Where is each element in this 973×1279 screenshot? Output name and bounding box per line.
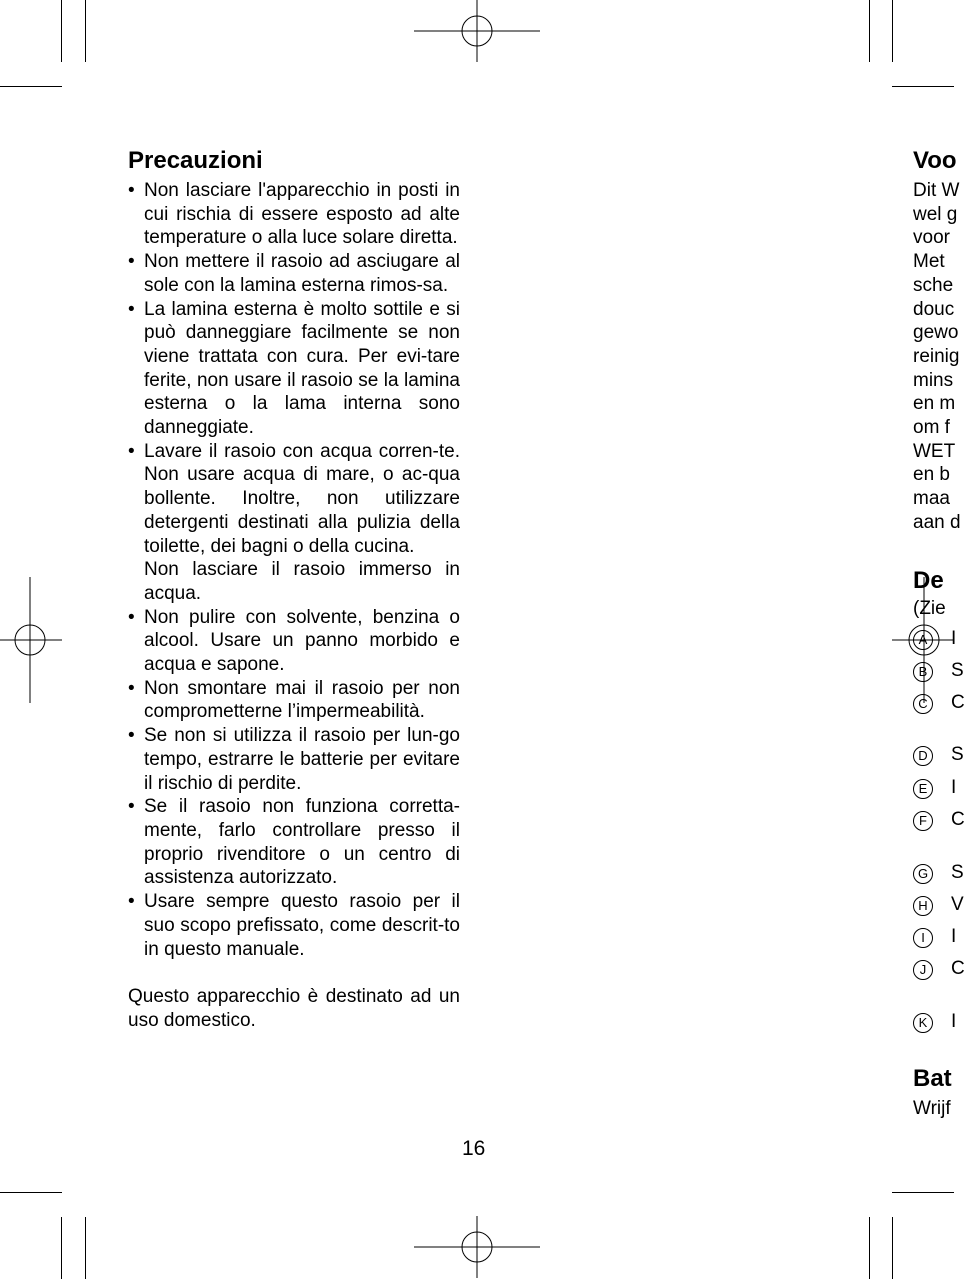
list-item-text: Non mettere il rasoio ad asciugare al sole con la lamina esterna rimos-sa. — [144, 251, 460, 296]
bullet-point: • — [128, 440, 135, 462]
legend-item — [913, 660, 964, 681]
list-item — [128, 890, 460, 961]
crop-mark — [61, 0, 62, 62]
text-line: maa — [913, 488, 950, 510]
page-number: 16 — [462, 1137, 486, 1160]
legend-letter-circle: G — [913, 864, 933, 884]
list-item-extra-text: Non lasciare il rasoio immerso in acqua. — [144, 559, 460, 604]
list-item-text: Non smontare mai il rasoio per non comprometterne l’impermeabilità. — [144, 677, 460, 723]
text-line: gewo — [913, 322, 959, 344]
text-line: voor — [913, 227, 950, 249]
reference-note: (Zie — [913, 598, 946, 619]
bullet-point: • — [128, 725, 135, 747]
legend-letter-circle: I — [913, 928, 933, 948]
crop-mark — [0, 1192, 62, 1193]
crop-mark — [892, 0, 893, 62]
battery-text: Wrijf — [913, 1098, 951, 1119]
crop-mark — [85, 1217, 86, 1279]
legend-item-text: I — [951, 926, 957, 947]
legend-item — [913, 926, 957, 947]
section-heading-de: De — [913, 567, 944, 594]
text-line: mins — [913, 369, 954, 391]
text-line: en b — [913, 464, 950, 486]
crop-mark — [892, 1192, 954, 1193]
text-line: om f — [913, 417, 950, 439]
bullet-point: • — [128, 606, 135, 628]
list-item — [128, 179, 460, 250]
bullet-point: • — [128, 251, 135, 273]
section-heading-precauzioni: Precauzioni — [128, 147, 263, 174]
crop-mark — [892, 1217, 893, 1279]
list-item-text: Usare sempre questo rasoio per il suo scopo prefissato, come descrit-to in questo manuale. — [144, 891, 460, 960]
legend-letter-circle: A — [913, 630, 933, 650]
list-item-text: La lamina esterna è molto sottile e si può danneggiare facilmente se non viene trattata con cura. Per evi-tare ferite, non usare il rasoio se la lamina esterna o la lama interna sono danneggiate. — [144, 298, 460, 439]
text-line: Met — [913, 251, 945, 273]
section-heading-bat: Bat — [913, 1065, 952, 1092]
legend-letter-circle: C — [913, 694, 933, 714]
list-item — [128, 440, 460, 606]
legend-item-text: S — [951, 660, 964, 681]
precautions-column — [128, 179, 460, 1033]
text-line: reinig — [913, 345, 960, 367]
bullet-point: • — [128, 677, 135, 699]
bullet-point: • — [128, 891, 135, 913]
legend-item — [913, 777, 957, 798]
list-item — [128, 677, 460, 724]
crop-mark — [869, 0, 870, 62]
crop-mark — [892, 86, 954, 87]
crop-mark — [61, 1217, 62, 1279]
bullet-point: • — [128, 298, 135, 320]
crop-mark — [85, 0, 86, 62]
legend-item-text: C — [951, 809, 965, 830]
list-item-text: Non lasciare l'apparecchio in posti in cui rischia di essere esposto ad alte temperature o alla luce solare diretta. — [144, 180, 460, 249]
list-item — [128, 298, 460, 440]
legend-letter-circle: H — [913, 896, 933, 916]
legend-item — [913, 692, 965, 713]
legend-item-text: S — [951, 744, 964, 765]
bullet-point: • — [128, 796, 135, 818]
list-item-text: Se non si utilizza il rasoio per lun-go tempo, estrarre le batterie per evitare il rischio di perdite. — [144, 725, 460, 794]
legend-item-text: C — [951, 958, 965, 979]
legend-item — [913, 744, 964, 765]
legend-letter-circle: E — [913, 779, 933, 799]
legend-letter-circle: F — [913, 811, 933, 831]
legend-item-text: C — [951, 692, 965, 713]
list-item — [128, 795, 460, 890]
legend-item-text: I — [951, 628, 957, 649]
list-item — [128, 724, 460, 795]
legend-letter-circle: B — [913, 662, 933, 682]
text-line: Dit W — [913, 180, 960, 201]
section-heading-voo: Voo — [913, 147, 957, 174]
legend-letter-circle: D — [913, 746, 933, 766]
crop-mark — [869, 1217, 870, 1279]
legend-item — [913, 958, 965, 979]
registration-mark-bottom — [414, 1216, 540, 1279]
registration-mark-left — [0, 577, 62, 703]
legend-item-text: S — [951, 862, 964, 883]
text-line: wel g — [913, 203, 958, 225]
list-item-text: Non pulire con solvente, benzina o alcool. Usare un panno morbido e acqua e sapone. — [144, 606, 460, 676]
bullet-point: • — [128, 180, 135, 201]
list-item-text: Lavare il rasoio con acqua corren-te. Non usare acqua di mare, o ac-qua bollente. Inoltre, non utilizzare detergenti destinati alla pulizia della toilette, dei bagni o della cucina. — [144, 440, 460, 557]
text-line: aan d — [913, 511, 961, 533]
right-paragraph — [913, 179, 973, 535]
legend-item — [913, 894, 964, 915]
list-item — [128, 606, 460, 677]
crop-mark — [0, 86, 62, 87]
text-line: douc — [913, 298, 955, 320]
legend-item — [913, 862, 964, 883]
legend-item-text: I — [951, 1011, 957, 1032]
domestic-use-note: Questo apparecchio è destinato ad un uso domestico. — [128, 986, 460, 1031]
text-line: WET — [913, 440, 956, 462]
legend-letter-circle: K — [913, 1013, 933, 1033]
legend-item-text: I — [951, 777, 957, 798]
legend-item — [913, 1011, 957, 1032]
legend-item — [913, 628, 957, 649]
list-item-text: Se il rasoio non funziona corretta-mente, farlo controllare presso il proprio rivenditore o un centro di assistenza autorizzato. — [144, 796, 460, 889]
legend-letter-circle: J — [913, 960, 933, 980]
list-item — [128, 250, 460, 297]
registration-mark-top — [414, 0, 540, 64]
legend-item — [913, 809, 965, 830]
legend-item-text: V — [951, 894, 964, 915]
precautions-list — [128, 179, 460, 961]
text-line: sche — [913, 274, 954, 296]
text-line: en m — [913, 393, 956, 415]
